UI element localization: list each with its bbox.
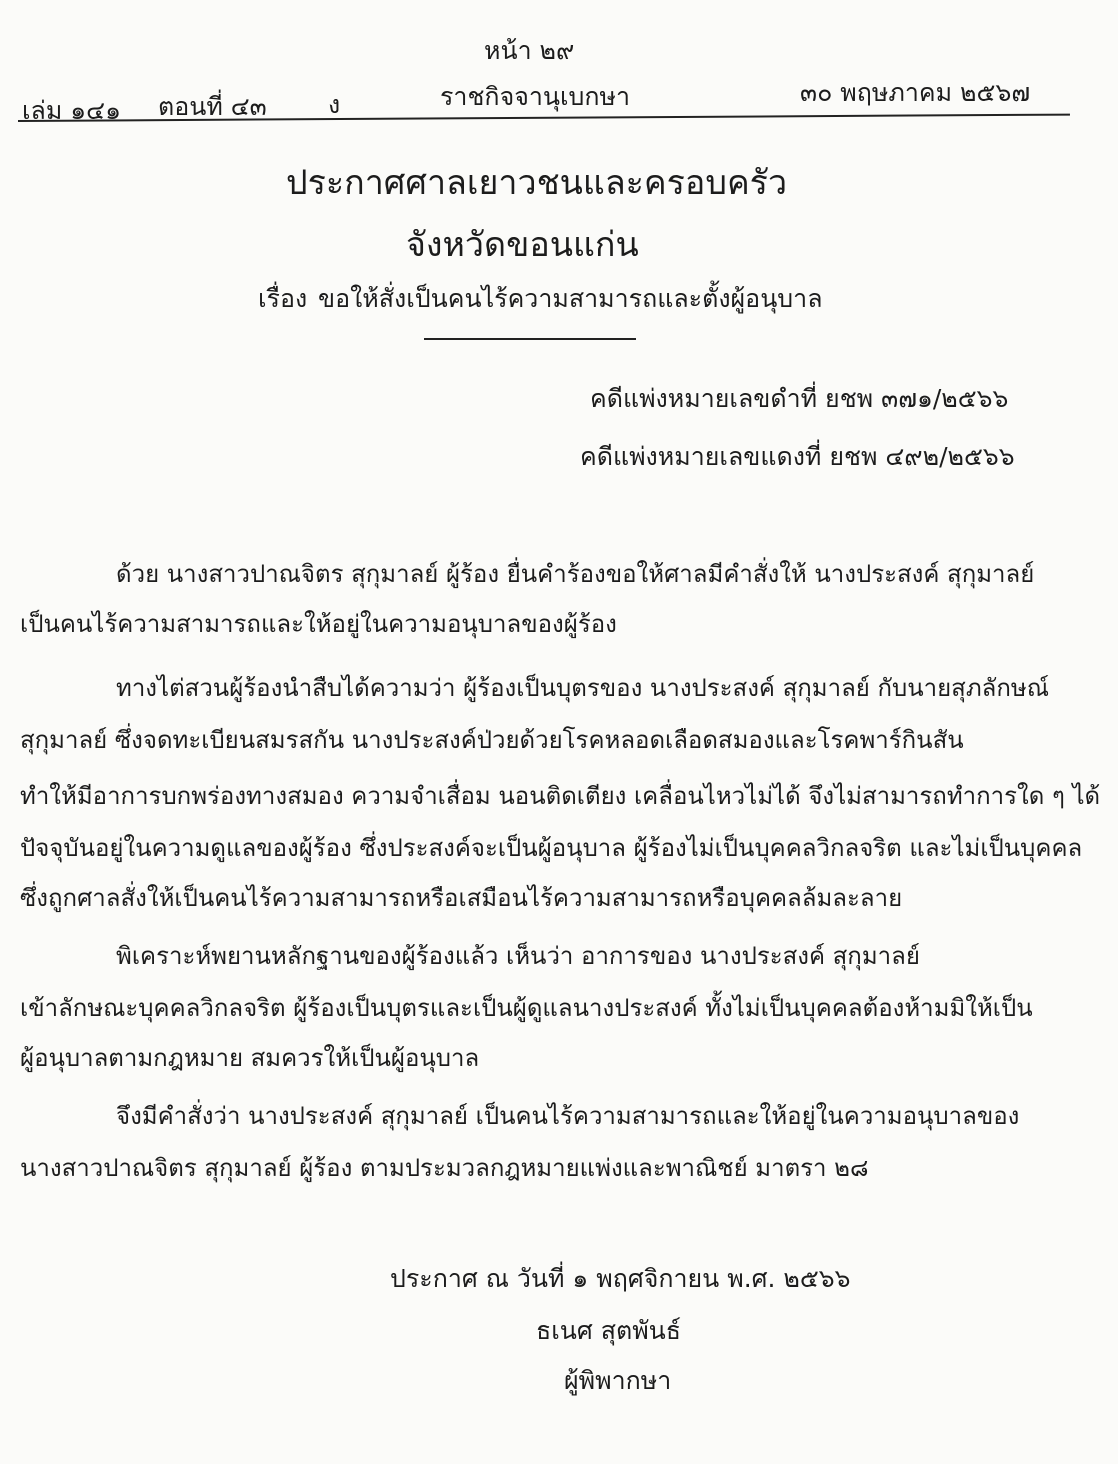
paragraph-1-line-1: ด้วย นางสาวปาณจิตร สุกุมาลย์ ผู้ร้อง ยื่นคำร้องขอให้ศาลมีคำสั่งให้ นางประสงค์ สุกุมาลย์ xyxy=(116,560,1035,588)
paragraph-2-line-1: ทางไต่สวนผู้ร้องนำสืบได้ความว่า ผู้ร้องเป็นบุตรของ นางประสงค์ สุกุมาลย์ กับนายสุภลักษณ์ xyxy=(116,674,1049,702)
paragraph-4-line-2: นางสาวปาณจิตร สุกุมาลย์ ผู้ร้อง ตามประมวลกฎหมายแพ่งและพาณิชย์ มาตรา ๒๘ xyxy=(20,1154,869,1182)
title-divider xyxy=(424,338,636,340)
paragraph-2-line-3: ทำให้มีอาการบกพร่องทางสมอง ความจำเสื่อม นอนติดเตียง เคลื่อนไหวไม่ได้ จึงไม่สามารถทำการใด ๆ ได้ xyxy=(20,782,1101,810)
volume-number: เล่ม ๑๔๑ xyxy=(22,96,121,125)
paragraph-2-line-4: ปัจจุบันอยู่ในความดูแลของผู้ร้อง ซึ่งประสงค์จะเป็นผู้อนุบาล ผู้ร้องไม่เป็นบุคคลวิกลจริต และไม่เป็นบุคคล xyxy=(20,834,1083,862)
red-case-number: คดีแพ่งหมายเลขแดงที่ ยชพ ๔๙๒/๒๕๖๖ xyxy=(580,442,1015,471)
province-title: จังหวัดขอนแก่น xyxy=(406,225,639,265)
paragraph-4-line-1: จึงมีคำสั่งว่า นางประสงค์ สุกุมาลย์ เป็นคนไร้ความสามารถและให้อยู่ในความอนุบาลของ xyxy=(116,1102,1020,1130)
paragraph-3-line-3: ผู้อนุบาลตามกฎหมาย สมควรให้เป็นผู้อนุบาล xyxy=(20,1044,480,1072)
announcement-date: ประกาศ ณ วันที่ ๑ พฤศจิกายน พ.ศ. ๒๕๖๖ xyxy=(390,1264,851,1293)
paragraph-3-line-2: เข้าลักษณะบุคคลวิกลจริต ผู้ร้องเป็นบุตรและเป็นผู้ดูแลนางประสงค์ ทั้งไม่เป็นบุคคลต้องห้ามมิให้เป็น xyxy=(20,994,1033,1022)
judge-position: ผู้พิพากษา xyxy=(564,1366,672,1395)
subject-text: ขอให้สั่งเป็นคนไร้ความสามารถและตั้งผู้อนุบาล xyxy=(318,284,823,313)
paragraph-3-line-1: พิเคราะห์พยานหลักฐานของผู้ร้องแล้ว เห็นว่า อาการของ นางประสงค์ สุกุมาลย์ xyxy=(116,942,920,970)
paragraph-2-line-5: ซึ่งถูกศาลสั่งให้เป็นคนไร้ความสามารถหรือเสมือนไร้ความสามารถหรือบุคคลล้มละลาย xyxy=(20,884,903,912)
paragraph-2-line-2: สุกุมาลย์ ซึ่งจดทะเบียนสมรสกัน นางประสงค์ป่วยด้วยโรคหลอดเลือดสมองและโรคพาร์กินสัน xyxy=(20,726,964,754)
black-case-number: คดีแพ่งหมายเลขดำที่ ยชพ ๓๗๑/๒๕๖๖ xyxy=(590,384,1009,413)
section-number: ตอนที่ ๔๓ xyxy=(158,92,267,121)
judge-name: ธเนศ สุตพันธ์ xyxy=(536,1316,682,1345)
gazette-date: ๓๐ พฤษภาคม ๒๕๖๗ xyxy=(800,78,1031,107)
edition-letter: ง xyxy=(328,90,341,119)
page-number: หน้า ๒๙ xyxy=(484,36,575,65)
paragraph-1-line-2: เป็นคนไร้ความสามารถและให้อยู่ในความอนุบาลของผู้ร้อง xyxy=(20,610,617,638)
subject-label: เรื่อง xyxy=(258,284,308,313)
announcement-title: ประกาศศาลเยาวชนและครอบครัว xyxy=(286,163,788,203)
gazette-name: ราชกิจจานุเบกษา xyxy=(440,82,631,111)
